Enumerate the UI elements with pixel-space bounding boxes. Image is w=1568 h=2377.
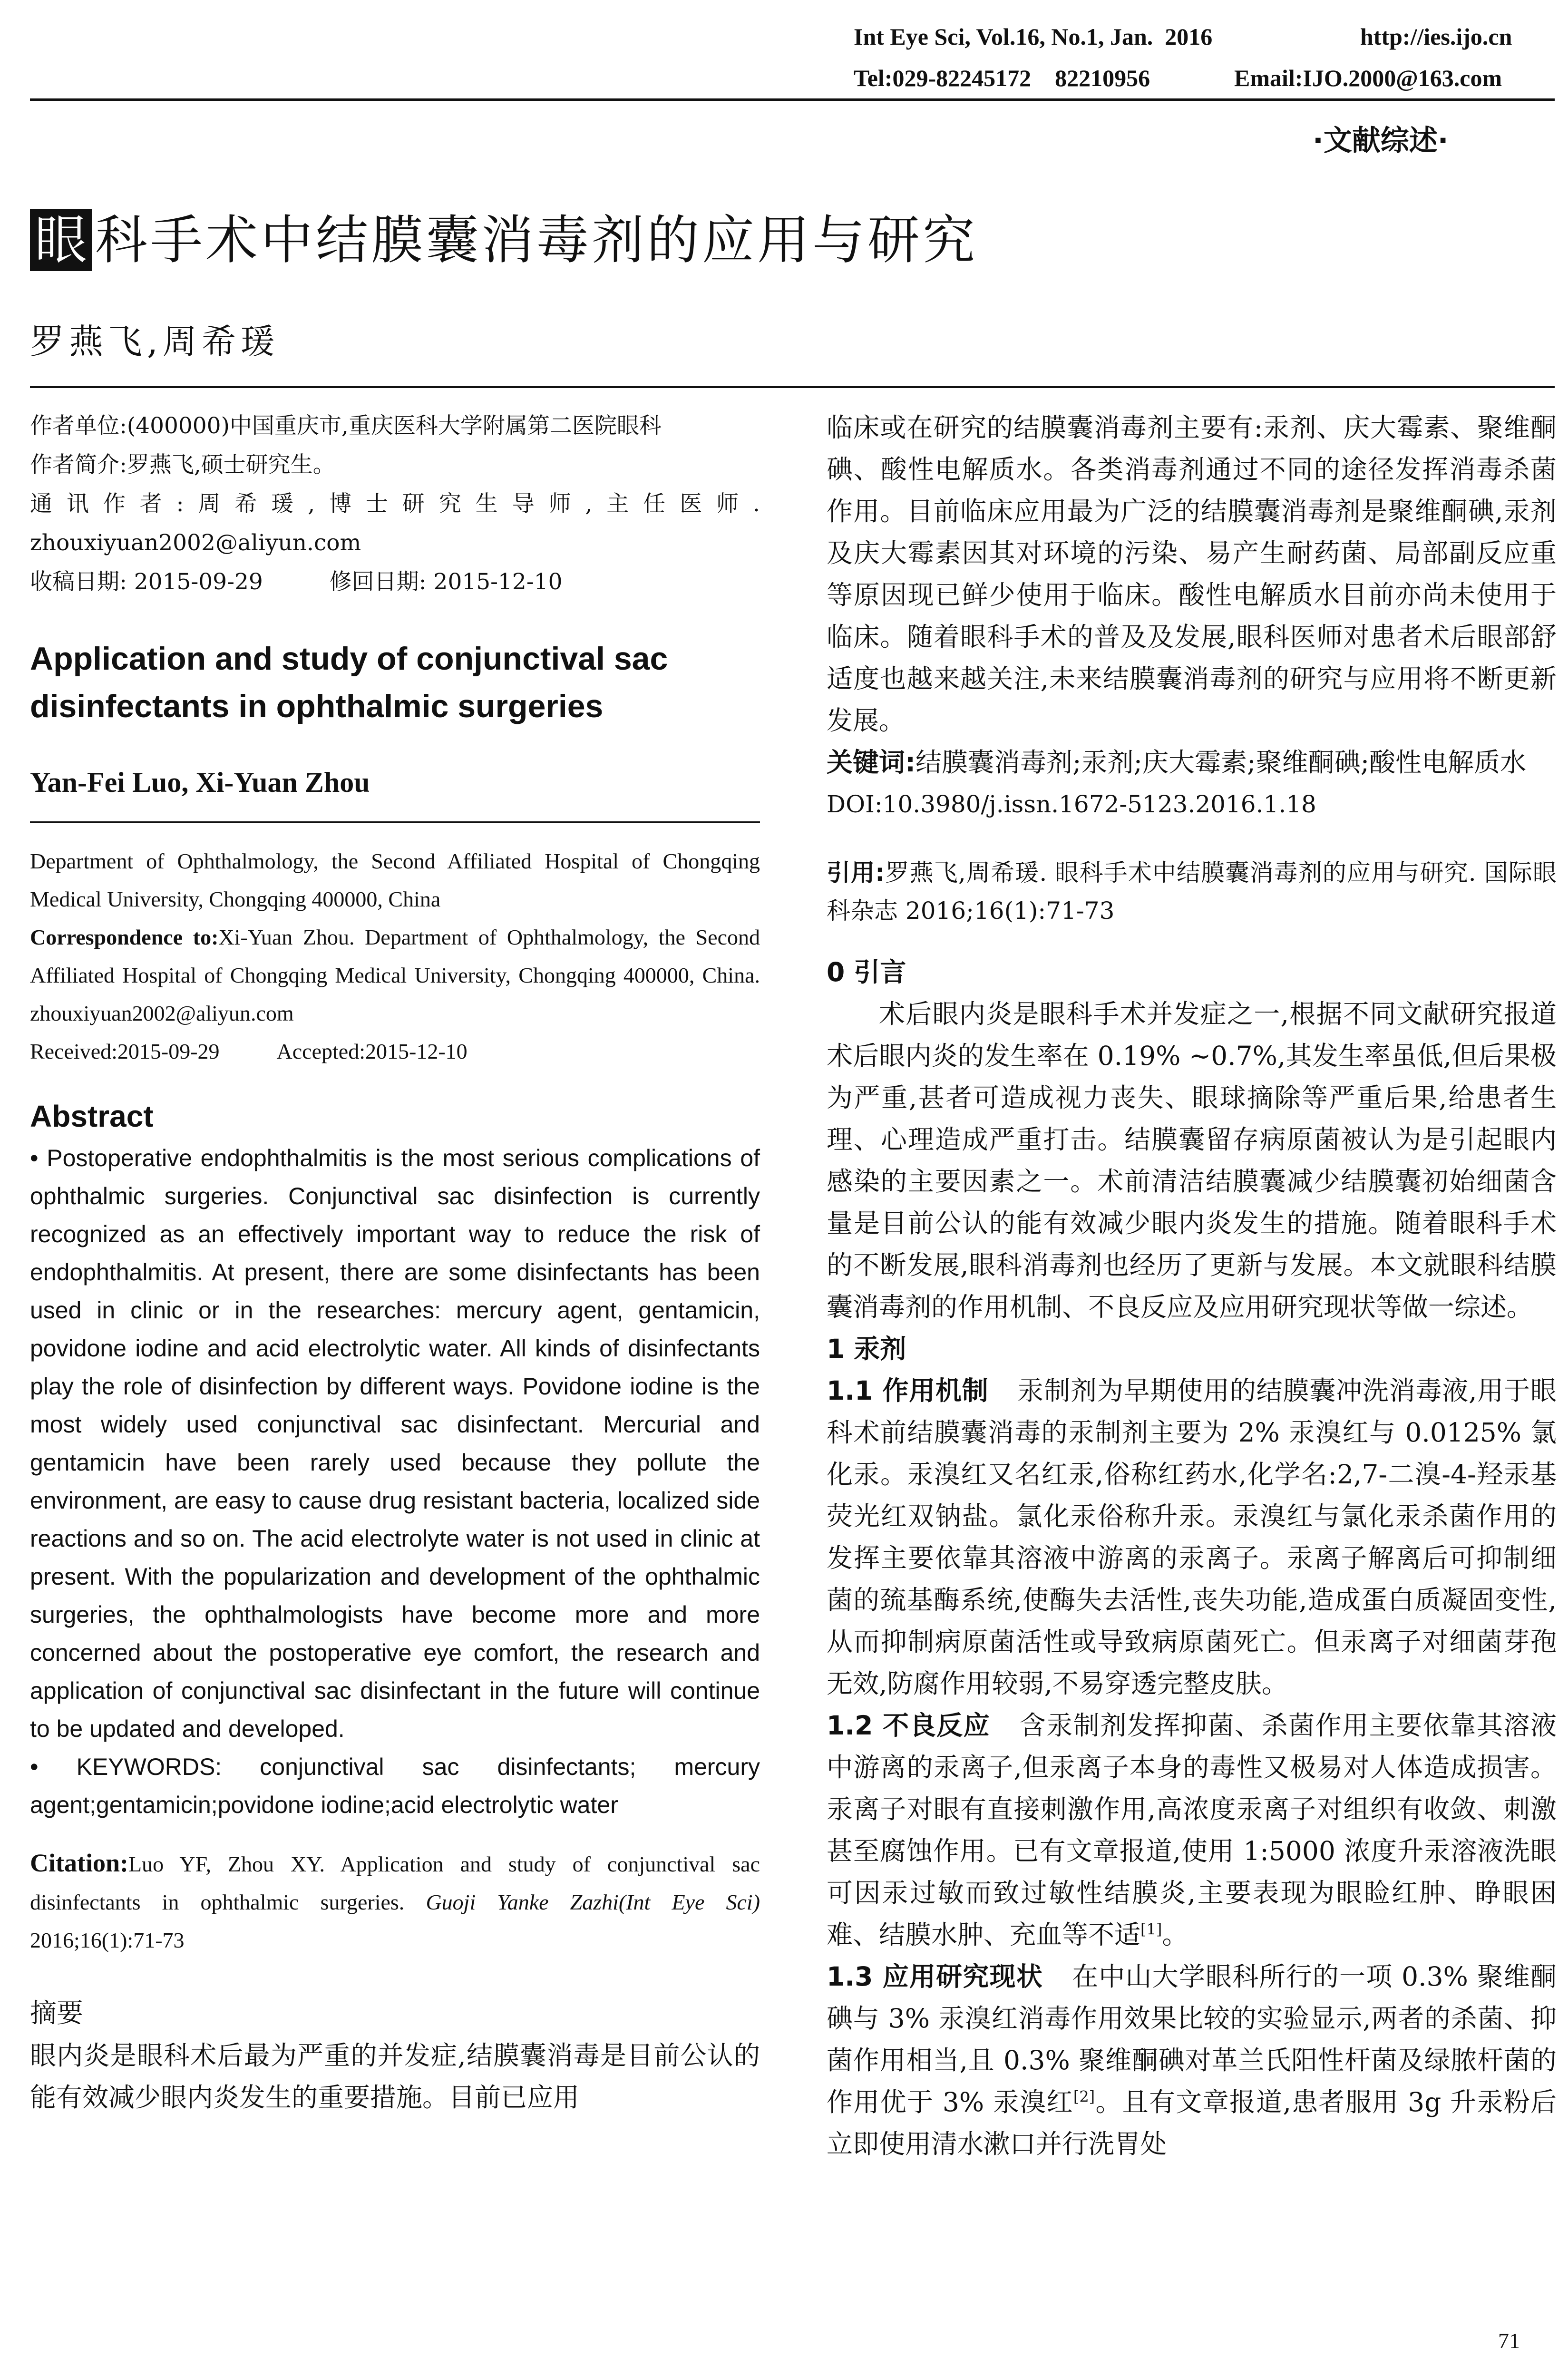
correspondence-en bbox=[30, 918, 760, 1033]
section-1-2-tail: 。 bbox=[1162, 1919, 1188, 1950]
keywords-cn-text: 结膜囊消毒剂;汞剂;庆大霉素;聚维酮碘;酸性电解质水 bbox=[915, 747, 1527, 778]
english-affiliation bbox=[30, 842, 760, 1071]
section-0-heading: 0 引言 bbox=[827, 957, 906, 987]
english-authors-rule bbox=[30, 821, 760, 823]
abstract-heading: Abstract bbox=[30, 1099, 154, 1133]
abstract-cn-heading: 摘要 bbox=[30, 1998, 83, 2029]
author-intro: 作者简介:罗燕飞,硕士研究生。 bbox=[30, 452, 335, 478]
english-authors: Yan-Fei Luo, Xi-Yuan Zhou bbox=[30, 767, 370, 798]
citation-cn-label: 引用: bbox=[827, 859, 885, 887]
journal-url: http://ies.ijo.cn bbox=[1360, 23, 1512, 50]
section-1-2 bbox=[827, 1705, 1557, 1956]
section-1-3 bbox=[827, 1956, 1557, 2165]
meta-cn bbox=[30, 407, 760, 602]
journal-email: Email:IJO.2000@163.com bbox=[1234, 65, 1502, 91]
section-1-3-tail: 。且有文章报道,患者服用 3g 升汞粉后立即使用清水漱口并行洗胃处 bbox=[827, 2087, 1557, 2159]
accepted-en: Accepted:2015-12-10 bbox=[276, 1039, 467, 1063]
received-en: Received:2015-09-29 bbox=[30, 1039, 220, 1063]
received-date: 收稿日期: 2015-09-29 bbox=[30, 569, 263, 595]
citation-journal: Guoji Yanke Zazhi(Int Eye Sci) bbox=[426, 1890, 760, 1914]
section-1-1-text: 汞制剂为早期使用的结膜囊冲洗消毒液,用于眼科术前结膜囊消毒的汞制剂主要为 2% 汞溴红与 0.0125% 氯化汞。汞溴红又名红汞,俗称红药水,化学名:2,7-二溴-4-羟汞基荧光红双钠盐。氯化汞俗称升汞。汞溴红与氯化汞杀菌作用的发挥主要依靠其溶液中游离的汞离子。汞离子解离后可抑制细菌的巯基酶系统,使酶失去活性,丧失功能,造成蛋白质凝固变性,从而抑制病原菌活性或导致病原菌死亡。但汞离子对细菌芽孢无效,防腐作用较弱,不易穿透完整皮肤。 bbox=[827, 1375, 1557, 1699]
citation-tail: 2016;16(1):71-73 bbox=[30, 1928, 185, 1952]
right-column bbox=[827, 407, 1557, 2165]
section-1-1 bbox=[827, 1370, 1557, 1705]
abstract-text: • Postoperative endophthalmitis is the most serious complications of ophthalmic surgeries. Conjunctival sac disinfection is currently recognized as an effectively important way to reduce the risk of endophthalmitis. At present, there are some disinfectants has been used in clinic or in the researches: mercury agent, gentamicin, povidone iodine and acid electrolytic water. All kinds of disinfectants play the role of disinfection by different ways. Povidone iodine is the most widely used conjunctival sac disinfectant. Mercurial and gentamicin have been rarely used because they pollute the environment, are easy to cause drug resistant bacteria, localized side reactions and so on. The acid electrolyte water is not used in clinic at present. With the popularization and development of the ophthalmic surgeries, the ophthalmologists have become more and more concerned about the postoperative eye comfort, the research and application of conjunctival sac disinfectant in the future will continue to be updated and developed. bbox=[30, 1145, 760, 1742]
section-1-3-label: 1.3 应用研究现状 bbox=[827, 1961, 1043, 1992]
section-label: ·文献综述· bbox=[1313, 124, 1449, 157]
revised-date: 修回日期: 2015-12-10 bbox=[329, 569, 563, 595]
header-rule bbox=[30, 98, 1555, 101]
correspondence-label: Correspondence to: bbox=[30, 925, 219, 949]
reference-1: [1] bbox=[1140, 1920, 1162, 1939]
english-title: Application and study of conjunctival sac disinfectants in ophthalmic surgeries bbox=[30, 641, 668, 724]
doi: DOI:10.3980/j.issn.1672-5123.2016.1.18 bbox=[827, 790, 1316, 818]
journal-line: Int Eye Sci, Vol.16, No.1, Jan. 2016 bbox=[854, 23, 1213, 50]
citation-text: Luo YF, Zhou XY. Application and study of conjunctival sac disinfectants in ophthalmic surgeries. bbox=[30, 1852, 760, 1914]
page-number: 71 bbox=[1498, 2328, 1520, 2353]
authors-cn: 罗燕飞,周希瑗 bbox=[30, 321, 280, 361]
title-rule bbox=[30, 386, 1555, 388]
journal-tel: Tel:029-82245172 82210956 bbox=[854, 65, 1150, 91]
title-first-char: 眼 bbox=[30, 209, 92, 271]
abstract-cn-text-right: 临床或在研究的结膜囊消毒剂主要有:汞剂、庆大霉素、聚维酮碘、酸性电解质水。各类消毒剂通过不同的途径发挥消毒杀菌作用。目前临床应用最为广泛的结膜囊消毒剂是聚维酮碘,汞剂及庆大霉素因其对环境的污染、易产生耐药菌、局部副反应重等原因现已鲜少使用于临床。酸性电解质水目前亦尚未使用于临床。随着眼科手术的普及及发展,眼科医师对患者术后眼部舒适度也越来越关注,未来结膜囊消毒剂的研究与应用将不断更新发展。 bbox=[827, 412, 1557, 736]
citation-en bbox=[30, 1844, 760, 1959]
keywords-cn bbox=[827, 741, 1557, 783]
left-column bbox=[30, 407, 760, 2118]
page-title: 科手术中结膜囊消毒剂的应用与研究 bbox=[95, 210, 978, 271]
correspondence-text: Xi-Yuan Zhou. Department of Ophthalmology, the Second Affiliated Hospital of Chongqing Medical University, Chongqing 400000, China. zhouxiyuan2002@aliyun.com bbox=[30, 925, 760, 1025]
abstract-cn-text-left: 眼内炎是眼科术后最为严重的并发症,结膜囊消毒是目前公认的能有效减少眼内炎发生的重要措施。目前已应用 bbox=[30, 2040, 760, 2113]
dates-cn bbox=[30, 563, 760, 602]
section-1-1-label: 1.1 作用机制 bbox=[827, 1375, 989, 1406]
author-affiliation: 作者单位:(400000)中国重庆市,重庆医科大学附属第二医院眼科 bbox=[30, 413, 662, 439]
citation-cn-text: 罗燕飞,周希瑗. 眼科手术中结膜囊消毒剂的应用与研究. 国际眼科杂志 2016;16(1):71-73 bbox=[827, 859, 1557, 925]
corresponding-author: 通讯作者:周希瑗,博士研究生导师,主任医师. zhouxiyuan2002@aliyun.com bbox=[30, 491, 760, 556]
keywords-en: • KEYWORDS: conjunctival sac disinfectants; mercury agent;gentamicin;povidone iodine;acid electrolytic water bbox=[30, 1754, 760, 1818]
citation-label: Citation: bbox=[30, 1849, 128, 1877]
dates-en bbox=[30, 1033, 760, 1071]
section-1-2-text: 含汞制剂发挥抑菌、杀菌作用主要依靠其溶液中游离的汞离子,但汞离子本身的毒性又极易对人体造成损害。汞离子对眼有直接刺激作用,高浓度汞离子对组织有收敛、刺激甚至腐蚀作用。已有文章报道,使用 1:5000 浓度升汞溶液洗眼可因汞过敏而致过敏性结膜炎,主要表现为眼睑红肿、睁眼困难、结膜水肿、充血等不适 bbox=[827, 1710, 1557, 1950]
department: Department of Ophthalmology, the Second Affiliated Hospital of Chongqing Medical University, Chongqing 400000, China bbox=[30, 849, 760, 911]
reference-2: [2] bbox=[1073, 2087, 1095, 2106]
section-0-text: 术后眼内炎是眼科手术并发症之一,根据不同文献研究报道术后眼内炎的发生率在 0.19% ~0.7%,其发生率虽低,但后果极为严重,甚者可造成视力丧失、眼球摘除等严重后果,给患者生理、心理造成严重打击。结膜囊留存病原菌被认为是引起眼内感染的主要因素之一。术前清洁结膜囊减少结膜囊初始细菌含量是目前公认的能有效减少眼内炎发生的措施。随着眼科手术的不断发展,眼科消毒剂也经历了更新与发展。本文就眼科结膜囊消毒剂的作用机制、不良反应及应用研究现状等做一综述。 bbox=[827, 999, 1557, 1322]
keywords-cn-label: 关键词: bbox=[827, 747, 915, 778]
citation-cn bbox=[827, 854, 1557, 930]
section-1-3-text: 在中山大学眼科所行的一项 0.3% 聚维酮碘与 3% 汞溴红消毒作用效果比较的实验显示,两者的杀菌、抑菌作用相当,且 0.3% 聚维酮碘对革兰氏阳性杆菌及绿脓杆菌的作用优于 3% 汞溴红 bbox=[827, 1961, 1557, 2117]
section-1-2-label: 1.2 不良反应 bbox=[827, 1710, 991, 1741]
section-1-heading: 1 汞剂 bbox=[827, 1334, 906, 1364]
